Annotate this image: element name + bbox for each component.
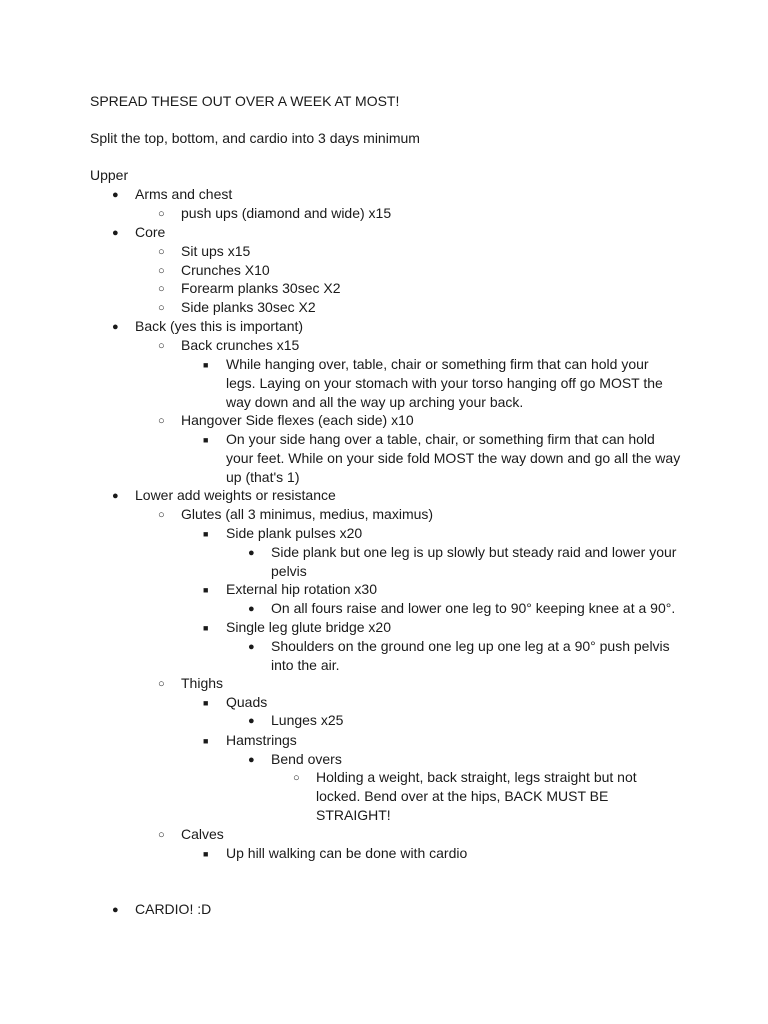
disc-bullet-icon [112, 900, 136, 920]
list-item: ■ Hamstrings [203, 731, 681, 750]
list-item: ● Lunges x25 [248, 711, 682, 730]
list-item: ■ Up hill walking can be done with cardio [203, 844, 681, 863]
list-item: ○ push ups (diamond and wide) x15 [158, 204, 678, 223]
list-item: ■ Side plank pulses x20 [203, 524, 681, 543]
list-item: ● Side plank but one leg is up slowly but steady raid and lower your pelvis [248, 543, 682, 581]
square-bullet-icon [203, 618, 227, 638]
list-item: ■ While hanging over, table, chair or something firm that can hold your legs. Laying on your stomach with your torso hanging off go MOST the way down and all the way up arching your back. [203, 355, 681, 411]
list-item: ■ Quads [203, 693, 681, 712]
circle-bullet-icon [158, 674, 182, 694]
list-item: ○ Side planks 30sec X2 [158, 298, 678, 317]
square-bullet-icon [203, 693, 227, 713]
list-item: ○ Hangover Side flexes (each side) x10 [158, 411, 678, 430]
list-item: ● Bend overs [248, 750, 682, 769]
list-item: ● CARDIO! :D [112, 900, 692, 919]
circle-bullet-icon [158, 298, 182, 318]
disc-bullet-icon [112, 317, 136, 337]
list-item: ○ Glutes (all 3 minimus, medius, maximus) [158, 505, 678, 524]
square-bullet-icon [203, 580, 227, 600]
disc-bullet-icon [248, 599, 272, 619]
square-bullet-icon [203, 731, 227, 751]
list-item: ○ Back crunches x15 [158, 336, 678, 355]
disc-bullet-icon [248, 711, 272, 731]
subheading: Split the top, bottom, and cardio into 3 days minimum [90, 130, 420, 146]
square-bullet-icon [203, 355, 227, 375]
list-item: ■ External hip rotation x30 [203, 580, 681, 599]
list-item: ■ On your side hang over a table, chair, or something firm that can hold your feet. While on your side fold MOST the way down and go all the way up (that's 1) [203, 430, 681, 486]
list-item: ○ Forearm planks 30sec X2 [158, 279, 678, 298]
list-item: ○ Sit ups x15 [158, 242, 678, 261]
circle-bullet-icon [293, 768, 317, 788]
disc-bullet-icon [248, 750, 272, 770]
circle-bullet-icon [158, 336, 182, 356]
list-item: ● Back (yes this is important) [112, 317, 692, 336]
circle-bullet-icon [158, 825, 182, 845]
disc-bullet-icon [248, 543, 272, 563]
list-item: ○ Thighs [158, 674, 678, 693]
list-item: ■ Single leg glute bridge x20 [203, 618, 681, 637]
circle-bullet-icon [158, 505, 182, 525]
list-item: ○ Calves [158, 825, 678, 844]
square-bullet-icon [203, 524, 227, 544]
disc-bullet-icon [248, 637, 272, 657]
disc-bullet-icon [112, 486, 136, 506]
circle-bullet-icon [158, 261, 182, 281]
list-item: ● On all fours raise and lower one leg to 90° keeping knee at a 90°. [248, 599, 688, 618]
square-bullet-icon [203, 844, 227, 864]
section-upper: Upper [90, 167, 129, 183]
disc-bullet-icon [112, 185, 136, 205]
list-item: ● Arms and chest [112, 185, 692, 204]
square-bullet-icon [203, 430, 227, 450]
list-item: ○ Holding a weight, back straight, legs straight but not locked. Bend over at the hips, BACK MUST BE STRAIGHT! [293, 768, 653, 824]
disc-bullet-icon [112, 223, 136, 243]
circle-bullet-icon [158, 242, 182, 262]
list-item: ● Core [112, 223, 692, 242]
circle-bullet-icon [158, 204, 182, 224]
circle-bullet-icon [158, 279, 182, 299]
list-item: ● Shoulders on the ground one leg up one leg at a 90° push pelvis into the air. [248, 637, 682, 675]
list-item: ● Lower add weights or resistance [112, 486, 692, 505]
circle-bullet-icon [158, 411, 182, 431]
list-item: ○ Crunches X10 [158, 261, 678, 280]
heading: SPREAD THESE OUT OVER A WEEK AT MOST! [90, 93, 400, 109]
